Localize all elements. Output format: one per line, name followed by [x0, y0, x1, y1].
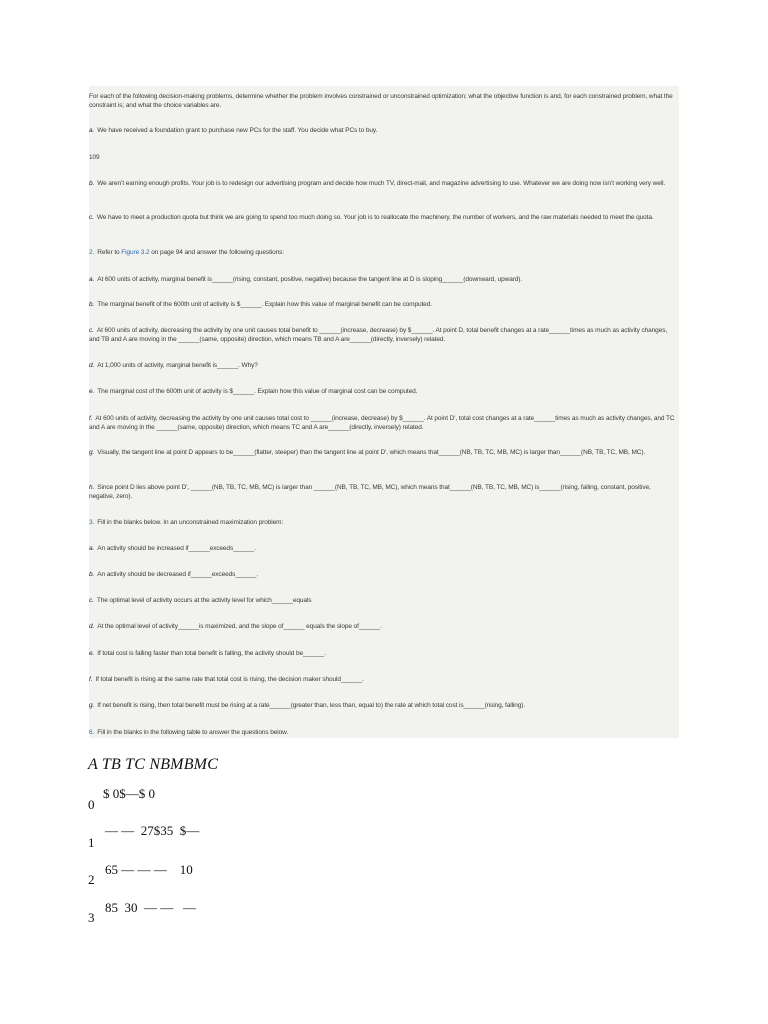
table-row: $ 0$—$ 0: [103, 786, 155, 801]
question-number: 6.: [89, 729, 95, 736]
q2-item-h: [89, 484, 677, 501]
q3-item-b: [89, 571, 677, 580]
item-text: At 1,000 units of activity, marginal benefit is______. Why?: [97, 362, 258, 369]
q2-item-g: [89, 449, 677, 458]
q6-heading: [89, 729, 677, 738]
item-text: If total cost is falling faster than total benefit is falling, the activity should be______.: [97, 650, 326, 657]
item-label: e.: [89, 388, 95, 395]
item-label: g.: [89, 702, 95, 709]
item-label: a.: [89, 276, 95, 283]
question-number: 3.: [89, 519, 95, 526]
q1-item-c: [89, 214, 677, 223]
q2-item-e: [89, 388, 677, 397]
item-label: g.: [89, 449, 95, 456]
item-text: We have to meet a production quota but think we are going to spend too much doing so. Your job is to reallocate the machinery, the number of workers, and the raw materials needed to meet the quota.: [96, 214, 654, 221]
q1-item-a: [89, 127, 677, 136]
q2-post: on page 94 and answer the following questions:: [151, 249, 285, 256]
figure-link[interactable]: Figure 3.2: [121, 249, 150, 256]
item-label: f.: [89, 676, 93, 683]
item-text: The marginal cost of the 600th unit of activity is $______. Explain how this value of marginal cost can be computed.: [97, 388, 418, 395]
item-text: Visually, the tangent line at point D appears to be______(flatter, steeper) than the tangent line at point D', which means that______(NB, TB, TC, MB, MC) is larger than______(NB, TB, TC, MB, MC).: [97, 449, 646, 456]
table-row-index: 0: [88, 797, 95, 812]
item-label: e.: [89, 650, 95, 657]
item-label: a.: [89, 545, 95, 552]
item-text: At 600 units of activity, decreasing the activity by one unit causes total cost to ______(increase, decrease) by $______. At point D', total cost changes at a rate______times as much as activity changes, and TC and A are moving in the ______(same, opposite) direction, which means TC and A are______(directly, inversely) related.: [89, 415, 675, 431]
question-number: 2.: [89, 249, 95, 256]
q2-item-c: [89, 327, 677, 344]
item-label: h.: [89, 484, 95, 491]
q3-item-g: [89, 702, 677, 711]
item-text: The optimal level of activity occurs at the activity level for which______equals: [96, 597, 312, 604]
item-label: c.: [89, 214, 94, 221]
q3-item-e: [89, 650, 677, 659]
intro-text: For each of the following decision-making problems, determine whether the problem involves constrained or unconstrained optimization; what the objective function is and, for each constrained problem, what the constraint is; and what the choice variables are.: [89, 93, 673, 109]
table-row: 85 30 — — —: [105, 900, 196, 915]
table-row-index: 1: [88, 835, 95, 850]
item-text: Since point D lies above point D', ______(NB, TB, TC, MB, MC) is larger than ______(NB, TB, TC, MB, MC), which means that______(NB, TB, TC, MB, MC) is______(rising, falling, constant, positive, negative, zero).: [89, 484, 651, 500]
q3-item-f: [89, 676, 677, 685]
item-text: At 600 units of activity, marginal benefit is______(rising, constant, positive, negative) because the tangent line at D is sloping______(downward, upward).: [97, 276, 523, 283]
item-label: c.: [89, 327, 94, 334]
q2-pre: Refer to: [97, 249, 120, 256]
item-label: b.: [89, 571, 95, 578]
item-text: If net benefit is rising, then total benefit must be rising at a rate______(greater than, less than, equal to) the rate at which total cost is______(rising, falling).: [97, 702, 526, 709]
q3-item-a: [89, 545, 677, 554]
q6-text: Fill in the blanks in the following table to answer the questions below.: [97, 729, 289, 736]
item-label: d.: [89, 362, 95, 369]
q2-item-b: [89, 301, 677, 310]
q3-heading: [89, 519, 677, 528]
q2-item-a: [89, 276, 677, 285]
item-text: At the optimal level of activity______is maximized, and the slope of______ equals the slope of______.: [97, 623, 382, 630]
item-text: We have received a foundation grant to purchase new PCs for the staff. You decide what PCs to buy.: [97, 127, 378, 134]
item-label: c.: [89, 597, 94, 604]
q3-item-d: [89, 623, 677, 632]
q1-item-b: [89, 180, 677, 189]
item-text: The marginal benefit of the 600th unit of activity is $______. Explain how this value of marginal benefit can be computed.: [97, 301, 432, 308]
item-text: At 600 units of activity, decreasing the activity by one unit causes total benefit to ______(increase, decrease) by $______. At point D, total benefit changes at a rate______times as much as activity changes, and TB and A are moving in the ______(same, opposite) direction, which means TB and A are______(directly, inversely) related.: [89, 327, 668, 343]
item-label: a.: [89, 127, 95, 134]
item-text: An activity should be decreased if______exceeds______.: [97, 571, 259, 578]
item-label: f.: [89, 415, 93, 422]
page-number: 109: [89, 154, 100, 161]
q2-item-d: [89, 362, 677, 371]
table-row: 65 — — — 10: [105, 862, 193, 877]
q2-item-f: [89, 415, 677, 432]
item-label: b.: [89, 180, 95, 187]
item-text: An activity should be increased if______exceeds______.: [97, 545, 256, 552]
q3-text: Fill in the blanks below. In an unconstrained maximization problem:: [97, 519, 284, 526]
item-text: We aren’t earning enough profits. Your job is to redesign our advertising program and decide how much TV, direct-mail, and magazine advertising to use. Whatever we are doing now isn’t working very well.: [97, 180, 666, 187]
table-row-index: 2: [88, 872, 95, 887]
table-row-index: 3: [88, 910, 95, 925]
item-label: d.: [89, 623, 95, 630]
item-label: b.: [89, 301, 95, 308]
q2-heading: [89, 249, 677, 258]
table-row: — — 27$35 $—: [105, 823, 200, 838]
item-text: If total benefit is rising at the same rate that total cost is rising, the decision maker should______.: [95, 676, 364, 683]
table-header: A TB TC NBMBMC: [88, 756, 219, 773]
q3-item-c: [89, 597, 677, 606]
